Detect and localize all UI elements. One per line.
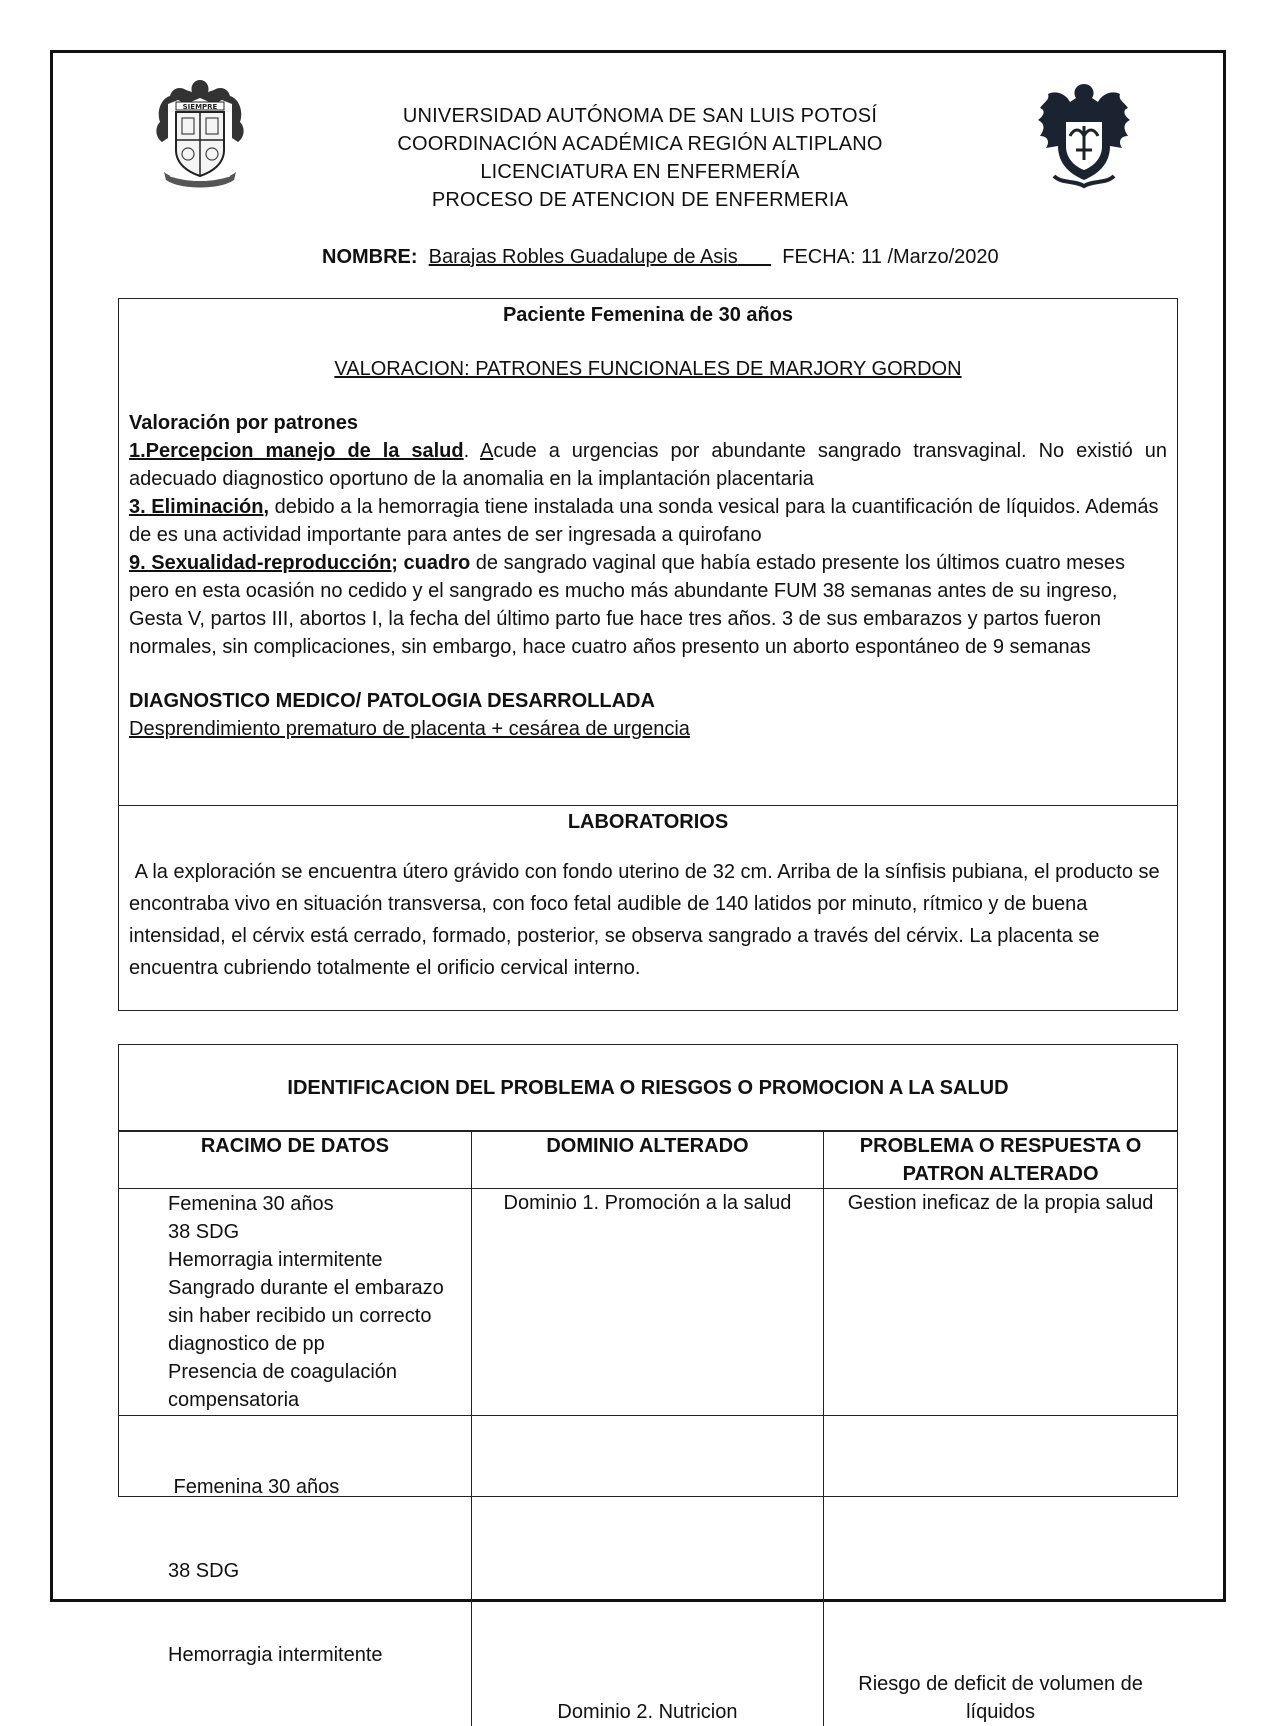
patterns-heading: Valoración por patrones — [129, 409, 1167, 437]
pattern-9-label: 9. Sexualidad-reproducción; — [129, 552, 398, 574]
valoracion-title: VALORACION: PATRONES FUNCIONALES DE MARJORY GORDON — [119, 355, 1177, 383]
pattern-9 — [129, 549, 1167, 661]
row-1-datos — [119, 1189, 471, 1416]
pattern-1-dot: . — [464, 440, 470, 462]
row-1-problema: Gestion ineficaz de la propia salud — [824, 1189, 1177, 1416]
pattern-1-text: cude a urgencias por abundante sangrado transvaginal. No existió un adecuado diagnostico oportuno de la anomalia en la implantación placentaria — [129, 440, 1167, 490]
row-1-dato: Presencia de coagulación compensatoria — [168, 1358, 460, 1414]
pattern-1 — [129, 437, 1167, 493]
diagnosis-heading: DIAGNOSTICO MEDICO/ PATOLOGIA DESARROLLADA — [129, 687, 1167, 715]
svg-text:SIEMPRE: SIEMPRE — [183, 103, 218, 111]
pattern-9-text: de sangrado vaginal que había estado presente los últimos cuatro meses pero en esta ocasión no cedido y el sangrado es mucho más abundante FUM 38 semanas antes de su ingreso, Gesta V, partos III, abortos I, la fecha del último parto fue hace tres años. 3 de sus embarazos y partos fueron normales, sin complicaciones, sin embargo, hace cuatro años presento un aborto espontáneo de 9 semanas — [129, 552, 1125, 658]
table-row — [119, 1189, 1177, 1416]
header-line-university: UNIVERSIDAD AUTÓNOMA DE SAN LUIS POTOSÍ — [300, 102, 980, 130]
row-2-dato: Hemorragia intermitente — [168, 1641, 470, 1669]
header-line-degree: LICENCIATURA EN ENFERMERÍA — [300, 158, 980, 186]
row-2-dato: 38 SDG — [168, 1557, 470, 1585]
header-line-coordination: COORDINACIÓN ACADÉMICA REGIÓN ALTIPLANO — [300, 130, 980, 158]
uaslp-eagle-crest-icon — [150, 76, 250, 194]
name-label: NOMBRE: — [322, 246, 418, 268]
pattern-1-initial: A — [480, 440, 493, 462]
row-2-dato: Femenina 30 años — [168, 1473, 470, 1501]
patient-title: Paciente Femenina de 30 años — [119, 301, 1177, 329]
row-1-dato: Hemorragia intermitente — [168, 1246, 460, 1274]
table-header-row — [119, 1132, 1177, 1189]
date-value: 11 /Marzo/2020 — [861, 246, 999, 268]
date-label: FECHA: — [782, 246, 855, 268]
row-1-dato: Sangrado durante el embarazo sin haber recibido un correcto diagnostico de pp — [168, 1274, 460, 1358]
institution-header — [300, 102, 980, 214]
table-row — [119, 1416, 1177, 1726]
altiplano-eagle-shield-icon — [1030, 80, 1138, 192]
patterns-section — [119, 383, 1177, 743]
laboratorios-text: A la exploración se encuentra útero grávido con fondo uterino de 32 cm. Arriba de la sínfisis pubiana, el producto se encontraba vivo en situación transversa, con foco fetal audible de 140 latidos por minuto, rítmico y de buena intensidad, el cérvix está cerrado, formado, posterior, se observa sangrado a través del cérvix. La placenta se encuentra cubriendo totalmente el orificio cervical interno. — [119, 836, 1177, 984]
laboratorios-box — [118, 806, 1178, 1011]
row-1-dato: Femenina 30 años — [168, 1190, 460, 1218]
pattern-3 — [129, 493, 1167, 549]
name-underline-tail — [738, 246, 771, 268]
laboratorios-title: LABORATORIOS — [119, 808, 1177, 836]
student-info — [322, 244, 999, 270]
identificacion-title: IDENTIFICACION DEL PROBLEMA O RIESGOS O PROMOCION A LA SALUD — [119, 1045, 1177, 1131]
column-header-racimo: RACIMO DE DATOS — [119, 1132, 471, 1189]
header-line-process: PROCESO DE ATENCION DE ENFERMERIA — [300, 186, 980, 214]
row-1-dato: 38 SDG — [168, 1218, 460, 1246]
row-2-dominio: Dominio 2. Nutricion — [471, 1416, 823, 1726]
name-value: Barajas Robles Guadalupe de Asis — [429, 246, 738, 268]
pattern-3-text: debido a la hemorragia tiene instalada una sonda vesical para la cuantificación de líquidos. Además de es una actividad importante para antes de ser ingresada a quirofano — [129, 496, 1159, 546]
row-2-problema: Riesgo de deficit de volumen de líquidos — [824, 1416, 1177, 1726]
diagnosis-text: Desprendimiento prematuro de placenta + cesárea de urgencia — [129, 715, 1167, 743]
pattern-3-label: 3. Eliminación, — [129, 496, 269, 518]
identificacion-table — [119, 1131, 1177, 1726]
column-header-problema: PROBLEMA O RESPUESTA O PATRON ALTERADO — [824, 1132, 1177, 1189]
row-2-datos — [119, 1416, 471, 1726]
pattern-9-bold: cuadro — [398, 552, 470, 574]
pattern-1-label: 1.Percepcion manejo de la salud — [129, 440, 464, 462]
identificacion-box — [118, 1044, 1178, 1497]
row-1-dominio: Dominio 1. Promoción a la salud — [471, 1189, 823, 1416]
assessment-box — [118, 298, 1178, 806]
column-header-dominio: DOMINIO ALTERADO — [471, 1132, 823, 1189]
